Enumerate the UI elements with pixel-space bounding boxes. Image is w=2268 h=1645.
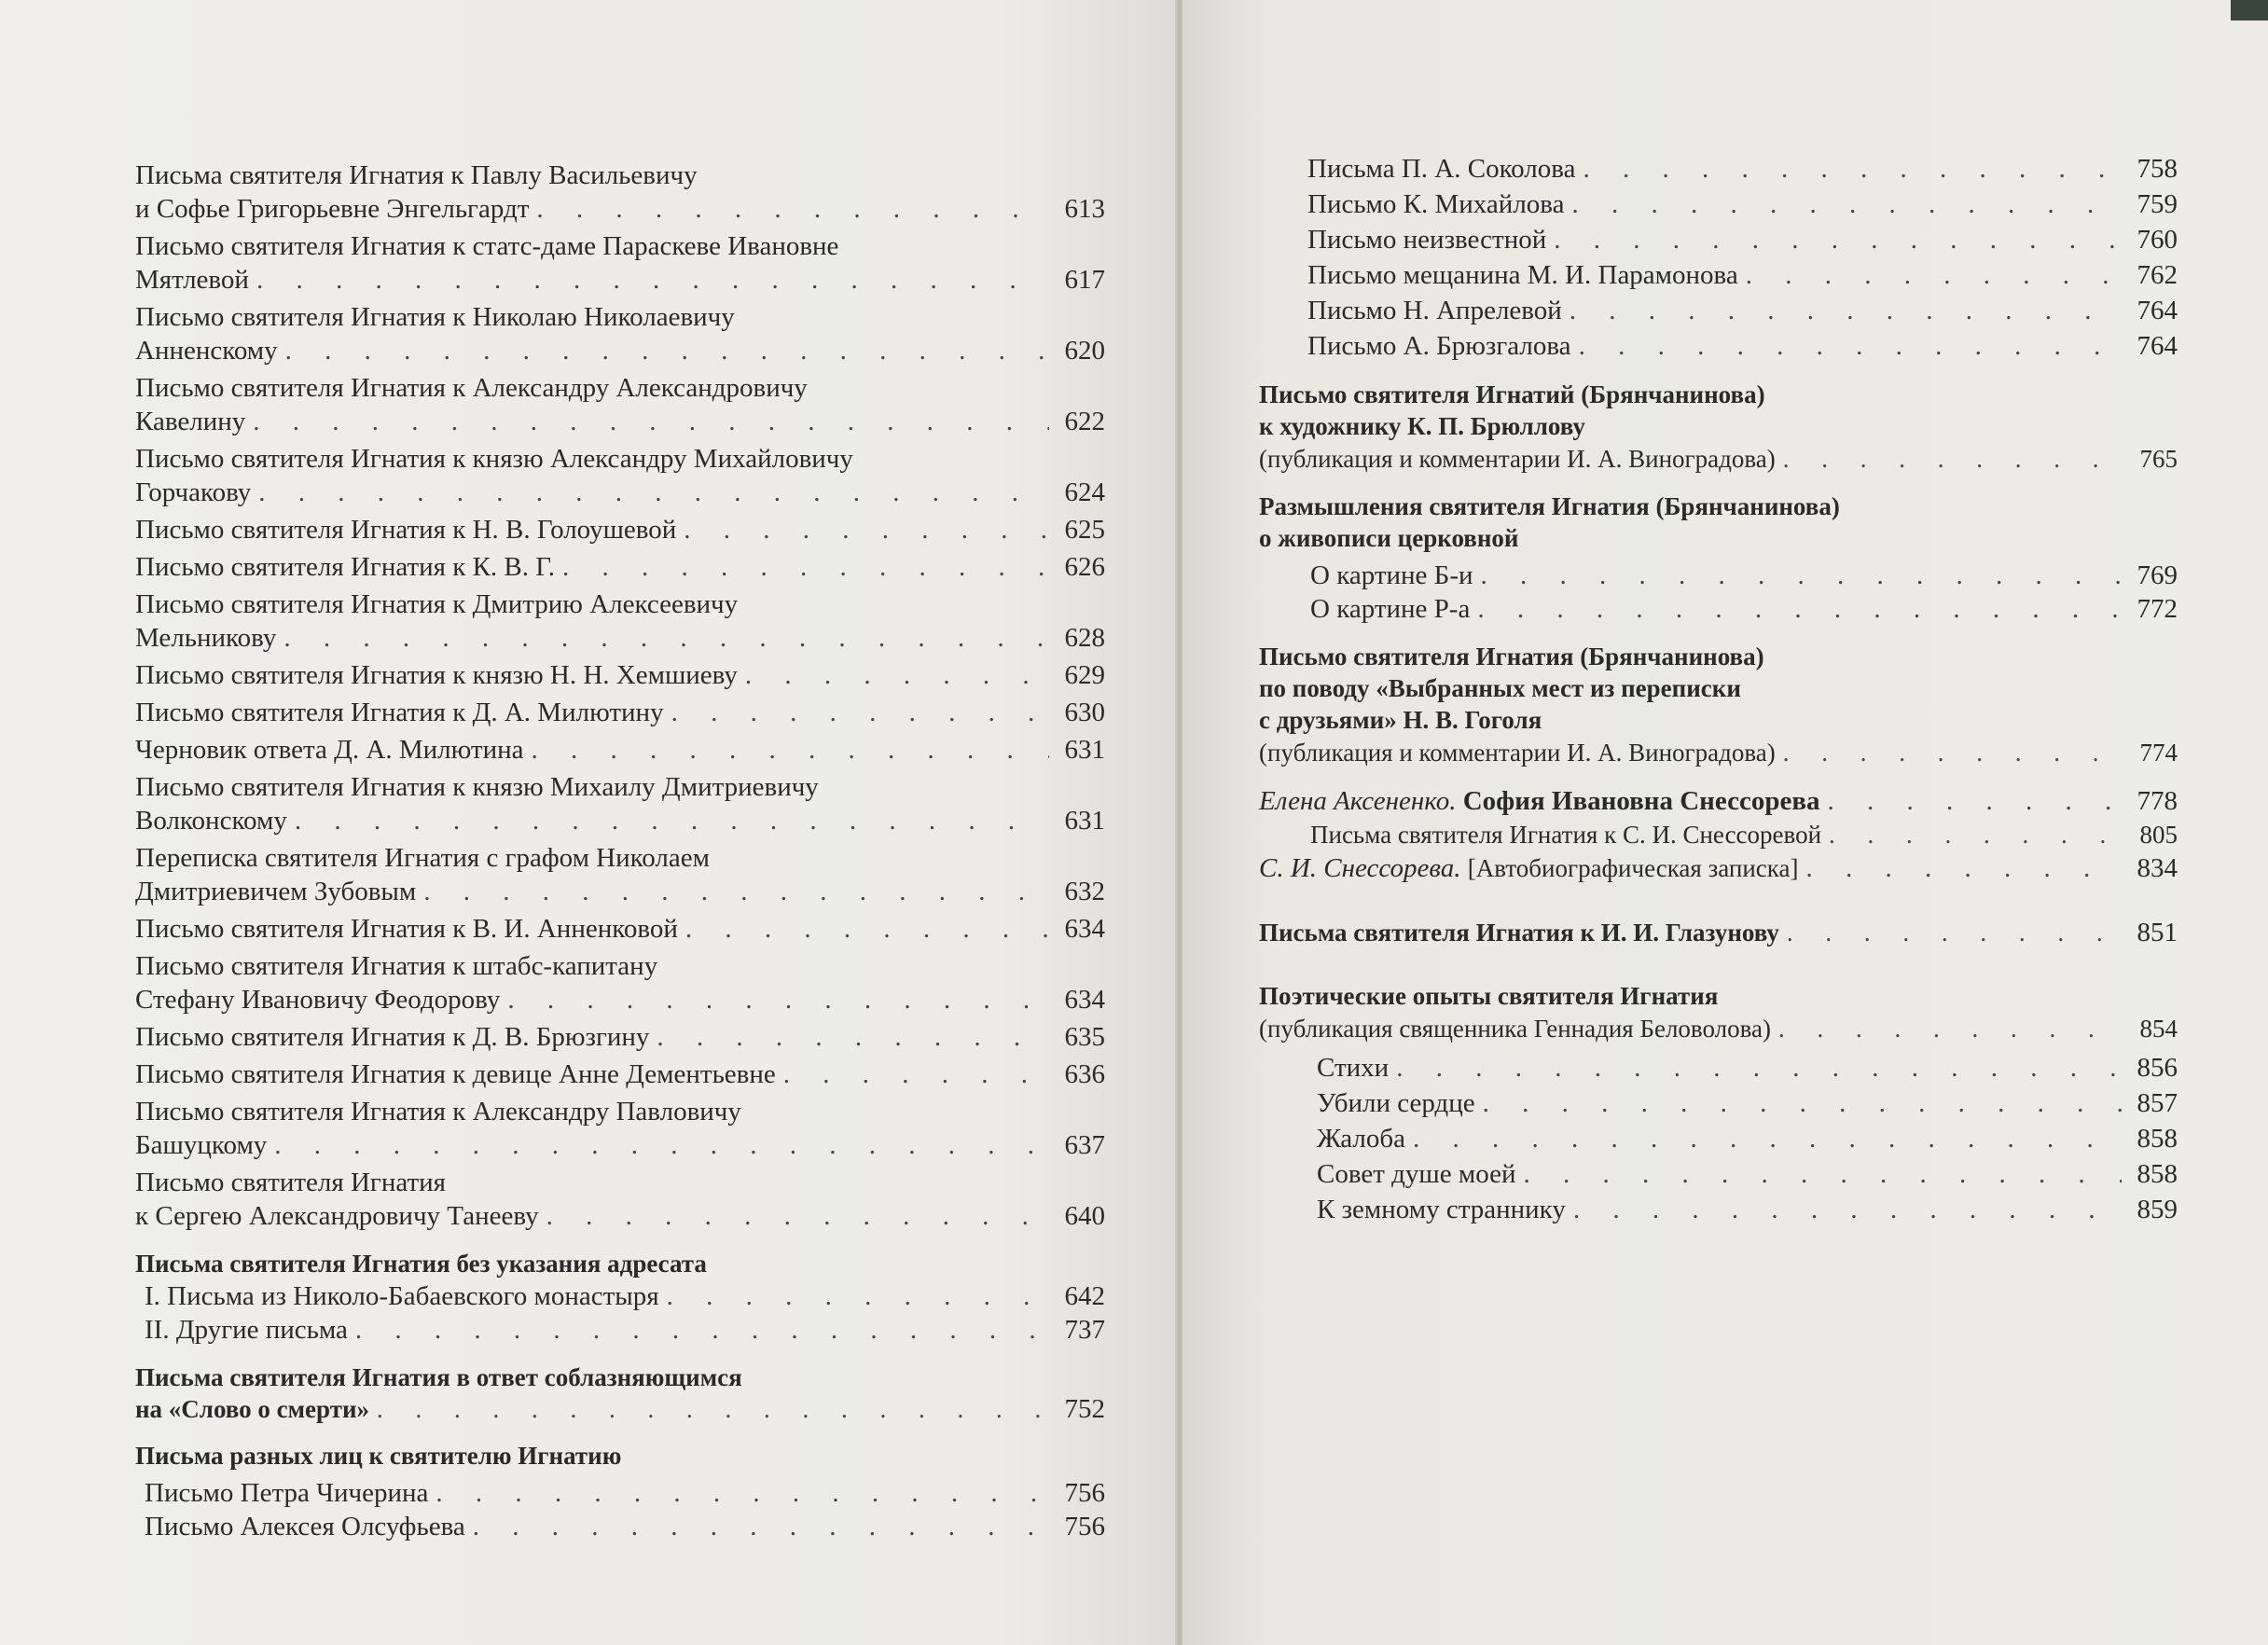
entry-title: I. Письма из Николо-Бабаевского монастыря: [145, 1281, 659, 1311]
page-number: 756: [1064, 1478, 1105, 1508]
page-number: 772: [2137, 594, 2178, 624]
leader-dots: [285, 334, 1049, 367]
page-number: 737: [1064, 1315, 1105, 1345]
leader-dots: [256, 263, 1049, 297]
toc-entry: [1259, 818, 2178, 851]
page-number: 752: [1064, 1394, 1105, 1424]
leader-dots: [377, 1393, 1049, 1425]
leader-dots: [562, 550, 1049, 584]
entry-subtitle: (публикация и комментарии И. А. Виноградова): [1259, 445, 1776, 473]
left-toc-entries: [135, 159, 1105, 1233]
page-number: 805: [2139, 821, 2178, 849]
page-number: 765: [2139, 445, 2178, 473]
page-number: 764: [2137, 331, 2178, 361]
toc-entry: [135, 658, 1105, 692]
toc-entry: [135, 1058, 1105, 1091]
section-head: [1259, 379, 2178, 442]
toc-entry: [135, 696, 1105, 729]
entry-title: Волконскому: [135, 806, 287, 836]
page-number: 758: [2137, 154, 2178, 184]
leader-dots: [258, 476, 1049, 509]
left-toc: [135, 159, 1105, 1543]
entry-author: Елена Аксененко.: [1259, 786, 1457, 816]
page-number: 642: [1064, 1281, 1105, 1311]
entry-title: Мятлевой: [135, 265, 249, 295]
toc-entry: [135, 159, 1105, 226]
leader-dots: [423, 875, 1049, 908]
entry-title: Кавелину: [135, 407, 246, 436]
leader-dots: [1477, 592, 2122, 626]
leader-dots: [1783, 736, 2122, 769]
page-number: 628: [1064, 623, 1105, 653]
entry-title: Переписка святителя Игнатия с графом Николаем: [135, 843, 710, 873]
entry-title: Стихи: [1317, 1053, 1390, 1083]
toc-entry: [135, 1020, 1105, 1054]
leader-dots: [1571, 187, 2122, 222]
leader-dots: [1805, 851, 2122, 885]
section-title: Письмо святителя Игнатия (Брянчанинова): [1259, 643, 1764, 670]
entry-title: Черновик ответа Д. А. Милютина: [135, 735, 524, 765]
section-title: Письма святителя Игнатия в ответ соблазняющимся: [135, 1363, 742, 1391]
entry-title: Жалоба: [1317, 1124, 1405, 1154]
toc-entry: [135, 550, 1105, 584]
section-title: по поводу «Выбранных мест из переписки: [1259, 674, 1741, 702]
entry-title: Анненскому: [135, 336, 278, 366]
leader-dots: [1570, 293, 2122, 328]
leader-dots: [1746, 257, 2122, 293]
entry-title: О картине Б-и: [1310, 560, 1473, 590]
leader-dots: [436, 1476, 1049, 1510]
entry-title: Мельникову: [135, 623, 277, 653]
leader-dots: [1523, 1156, 2122, 1192]
toc-entry: [1259, 559, 2178, 592]
entry-title: Письмо святителя Игнатия к девице Анне Дементьевне: [135, 1059, 776, 1089]
leader-dots: [274, 1128, 1049, 1162]
toc-entry: [1259, 592, 2178, 626]
toc-entry: [1259, 328, 2178, 364]
entry-title: Письмо святителя Игнатия к статс-даме Параскеве Ивановне: [135, 231, 839, 261]
page-number: 756: [1064, 1512, 1105, 1541]
page-number: 857: [2137, 1088, 2178, 1118]
leader-dots: [1829, 818, 2122, 851]
entry-title: Горчакову: [135, 477, 252, 507]
entry-title: Письма святителя Игнатия к Павлу Васильевичу: [135, 160, 698, 190]
leader-dots: [1554, 222, 2122, 257]
toc-entry: [1259, 151, 2178, 187]
right-toc-top-entries: [1259, 151, 2178, 364]
entry-title: [Автобиографическая записка]: [1467, 854, 1799, 882]
entry-subtitle: (публикация священника Геннадия Беловолова): [1259, 1015, 1771, 1043]
toc-entry: [135, 1476, 1105, 1510]
leader-dots: [1778, 1012, 2122, 1045]
toc-entry: [135, 733, 1105, 767]
cover-corner: [2231, 0, 2268, 21]
page-number: 625: [1064, 515, 1105, 545]
page-number: 634: [1064, 914, 1105, 944]
entry-title: О картине Р-а: [1310, 594, 1471, 624]
page-number: 854: [2139, 1015, 2178, 1043]
page-number: 630: [1064, 698, 1105, 727]
section-title: Размышления святителя Игнатия (Брянчанинова): [1259, 492, 1840, 520]
leader-dots: [253, 405, 1049, 438]
section-head: [1259, 917, 2178, 948]
toc-entry: [1259, 851, 2178, 885]
leader-dots: [1579, 328, 2122, 364]
section-title: с друзьями» Н. В. Гоголя: [1259, 706, 1542, 734]
toc-entry: [1259, 784, 2178, 818]
page-number: 759: [2137, 189, 2178, 219]
toc-entry: [1259, 1121, 2178, 1156]
page-number: 635: [1064, 1022, 1105, 1052]
page-number: 859: [2137, 1195, 2178, 1224]
section-title: Письма святителя Игнатия к И. И. Глазунову: [1259, 919, 1779, 947]
leader-dots: [1787, 917, 2122, 948]
section-title: Письма святителя Игнатия без указания адресата: [135, 1250, 707, 1278]
leader-dots: [1413, 1121, 2122, 1156]
page-number: 629: [1064, 660, 1105, 690]
leader-dots: [536, 192, 1049, 226]
entry-title: Письмо святителя Игнатия к князю Н. Н. Хемшиеву: [135, 660, 738, 690]
toc-entry: [135, 588, 1105, 655]
entry-title: Убили сердце: [1317, 1088, 1475, 1118]
page-number: 624: [1064, 477, 1105, 507]
leader-dots: [1783, 442, 2122, 476]
entry-title: Письмо святителя Игнатия: [135, 1168, 446, 1197]
leader-dots: [745, 658, 1049, 692]
toc-entry: [135, 841, 1105, 908]
toc-entry: [1259, 736, 2178, 769]
entry-title: Письмо мещанина М. И. Парамонова: [1307, 260, 1738, 290]
toc-entry: [1259, 222, 2178, 257]
toc-entry: [135, 229, 1105, 297]
entry-title: Письмо святителя Игнатия к князю Михаилу Дмитриевичу: [135, 772, 819, 802]
leader-dots: [667, 1279, 1049, 1313]
toc-entry: [135, 770, 1105, 837]
toc-entry: [135, 1166, 1105, 1233]
entry-title: Письмо святителя Игнатия к Дмитрию Алексеевичу: [135, 589, 739, 619]
entry-title: Стефану Ивановичу Феодорову: [135, 985, 501, 1015]
entry-title: к Сергею Александровичу Танееву: [135, 1201, 539, 1231]
section-title: о живописи церковной: [1259, 524, 1519, 552]
entry-title: Письмо Петра Чичерина: [145, 1478, 429, 1508]
page-number: 856: [2137, 1053, 2178, 1083]
page-number: 640: [1064, 1201, 1105, 1231]
page-number: 632: [1064, 877, 1105, 906]
toc-entry: [1259, 1085, 2178, 1121]
section-head: [1259, 491, 2178, 554]
entry-title: Башуцкому: [135, 1130, 268, 1160]
page-number: 762: [2137, 260, 2178, 290]
page-number: 620: [1064, 336, 1105, 366]
leader-dots: [295, 804, 1049, 837]
section-head: [1259, 641, 2178, 736]
toc-entry: [135, 1510, 1105, 1543]
leader-dots: [532, 733, 1050, 767]
toc-entry: [1259, 1156, 2178, 1192]
toc-entry: [135, 300, 1105, 367]
entry-author: С. И. Снессорева.: [1259, 853, 1461, 883]
toc-entry: [135, 1095, 1105, 1162]
section-title: Поэтические опыты святителя Игнатия: [1259, 982, 1719, 1010]
page-number: 769: [2137, 560, 2178, 590]
toc-entry: [135, 513, 1105, 546]
page-number: 631: [1064, 806, 1105, 836]
entry-title: София Ивановна Снессорева: [1462, 786, 1820, 816]
entry-title: Письмо святителя Игнатия к Д. В. Брюзгину: [135, 1022, 650, 1052]
page-number: 764: [2137, 296, 2178, 325]
toc-entry: [1259, 293, 2178, 328]
toc-entry: [135, 442, 1105, 509]
leader-dots: [783, 1058, 1049, 1091]
leader-dots: [284, 621, 1049, 655]
leader-dots: [1828, 784, 2123, 818]
leader-dots: [1481, 559, 2123, 592]
page-number: 778: [2137, 786, 2178, 816]
section-title: на «Слово о смерти»: [135, 1395, 370, 1423]
leader-dots: [671, 696, 1049, 729]
page-number: 760: [2137, 225, 2178, 255]
leader-dots: [1483, 1085, 2122, 1121]
page-number: 637: [1064, 1130, 1105, 1160]
entry-title: Письмо Алексея Олсуфьева: [145, 1512, 465, 1541]
entry-title: Письмо Н. Апрелевой: [1307, 296, 1562, 325]
toc-entry: [135, 1313, 1105, 1347]
leader-dots: [1396, 1050, 2122, 1085]
entry-title: и Софье Григорьевне Энгельгардт: [135, 194, 530, 224]
page-number: 622: [1064, 407, 1105, 436]
page-number: 858: [2137, 1159, 2178, 1189]
entry-title: Письма святителя Игнатия к С. И. Снессоревой: [1310, 821, 1822, 849]
entry-title: Письмо святителя Игнатия к князю Александру Михайловичу: [135, 444, 853, 474]
leader-dots: [546, 1199, 1049, 1233]
entry-title: Письмо неизвестной: [1307, 225, 1547, 255]
leader-dots: [473, 1510, 1049, 1543]
toc-entry: [1259, 257, 2178, 293]
section-head: [135, 1362, 1105, 1425]
page-number: 613: [1064, 194, 1105, 224]
right-toc: [1259, 151, 2178, 1227]
leader-dots: [684, 513, 1049, 546]
entry-title: II. Другие письма: [145, 1315, 348, 1345]
toc-entry: [135, 371, 1105, 438]
entry-title: Письмо святителя Игнатия к К. В. Г.: [135, 552, 556, 582]
page-number: 851: [2137, 918, 2178, 947]
section-title: Письмо святителя Игнатий (Брянчанинова): [1259, 380, 1765, 408]
page-number: 626: [1064, 552, 1105, 582]
entry-title: К земному страннику: [1317, 1195, 1566, 1224]
toc-entry: [1259, 1050, 2178, 1085]
section-title: Письма разных лиц к святителю Игнатию: [135, 1442, 622, 1470]
leader-dots: [507, 983, 1049, 1016]
entry-title: Письмо святителя Игнатия к Александру Александровичу: [135, 373, 808, 403]
section-head: [135, 1248, 1105, 1279]
page-number: 617: [1064, 265, 1105, 295]
leader-dots: [685, 912, 1049, 946]
page-number: 631: [1064, 735, 1105, 765]
entry-title: Письма П. А. Соколова: [1307, 154, 1576, 184]
leader-dots: [1583, 151, 2122, 187]
toc-entry: [1259, 1192, 2178, 1227]
toc-entry: [1259, 1012, 2178, 1045]
page-number: 858: [2137, 1124, 2178, 1154]
entry-subtitle: (публикация и комментарии И. А. Виноградова): [1259, 739, 1776, 767]
page-number: 636: [1064, 1059, 1105, 1089]
toc-entry: [135, 912, 1105, 946]
entry-title: Дмитриевичем Зубовым: [135, 877, 417, 906]
entry-title: Письмо святителя Игнатия к Д. А. Милютину: [135, 698, 664, 727]
toc-entry: [135, 1279, 1105, 1313]
section-head: [135, 1440, 1105, 1472]
toc-entry: [135, 949, 1105, 1016]
section-title: к художнику К. П. Брюллову: [1259, 412, 1585, 440]
leader-dots: [657, 1020, 1049, 1054]
entry-title: Письмо святителя Игнатия к В. И. Анненковой: [135, 914, 678, 944]
entry-title: Письмо святителя Игнатия к Н. В. Голоушевой: [135, 515, 677, 545]
entry-title: Письмо А. Брюзгалова: [1307, 331, 1571, 361]
entry-title: Совет душе моей: [1317, 1159, 1516, 1189]
entry-title: Письмо К. Михайлова: [1307, 189, 1565, 219]
page-number: 634: [1064, 985, 1105, 1015]
leader-dots: [1573, 1192, 2122, 1227]
leader-dots: [355, 1313, 1049, 1347]
toc-entry: [1259, 187, 2178, 222]
toc-entry: [1259, 442, 2178, 476]
section-head: [1259, 980, 2178, 1012]
entry-title: Письмо святителя Игнатия к Николаю Николаевичу: [135, 302, 735, 332]
page-number: 834: [2137, 853, 2178, 883]
entry-title: Письмо святителя Игнатия к штабс-капитану: [135, 951, 658, 981]
entry-title: Письмо святителя Игнатия к Александру Павловичу: [135, 1097, 741, 1127]
page-number: 774: [2139, 739, 2178, 767]
poetry-items: [1259, 1050, 2178, 1227]
